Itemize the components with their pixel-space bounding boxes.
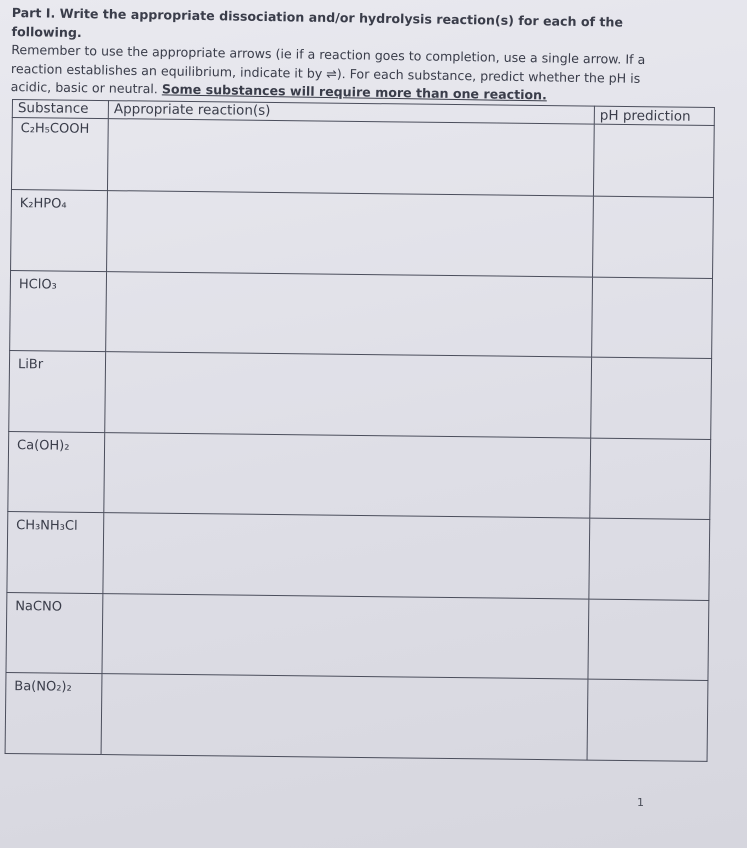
ph-cell[interactable] [587, 679, 708, 761]
reaction-cell[interactable] [101, 674, 588, 760]
instructions [11, 4, 662, 107]
reaction-cell[interactable] [107, 119, 594, 196]
substance-cell: K₂HPO₄ [11, 189, 108, 271]
header-reactions: Appropriate reaction(s) [108, 101, 594, 125]
table-row [11, 118, 714, 198]
ph-cell[interactable] [589, 518, 710, 600]
header-ph-prediction: pH prediction [594, 106, 714, 125]
substance-cell: CH₃NH₃Cl [7, 512, 104, 594]
header-substance: Substance [12, 100, 108, 119]
substance-cell: C₂H₅COOH [11, 118, 108, 191]
table-row [8, 431, 711, 520]
substance-cell: HClO₃ [10, 270, 107, 352]
ph-cell[interactable] [593, 124, 714, 197]
reaction-cell[interactable] [103, 513, 590, 599]
ph-cell[interactable] [593, 196, 714, 278]
reaction-cell[interactable] [105, 352, 592, 438]
ph-cell[interactable] [590, 438, 711, 520]
ph-cell[interactable] [592, 277, 713, 359]
instructions-emphasis: Some substances will require more than one reaction. [161, 81, 547, 103]
ph-cell[interactable] [588, 599, 709, 681]
table-row [10, 270, 713, 359]
page-number: 1 [637, 796, 644, 809]
reaction-cell[interactable] [104, 432, 591, 518]
reaction-cell[interactable] [107, 191, 594, 277]
reaction-cell[interactable] [106, 271, 593, 357]
substance-cell: Ba(NO₂)₂ [5, 673, 102, 755]
instructions-body: Remember to use the appropriate arrows (ie if a reaction goes to completion, use a single arrow. If a reaction establishes an equilibrium, indicate it by ⇌). For each substance, predict whether the pH is acidic, basic or neutral. [10, 41, 646, 97]
instructions-lead: Part I. Write the appropriate dissociation and/or hydrolysis reaction(s) for each of the following. [11, 4, 624, 40]
ph-cell[interactable] [591, 357, 712, 439]
table-row [11, 189, 714, 278]
table-row [9, 351, 712, 440]
reaction-cell[interactable] [102, 593, 589, 679]
substance-cell: LiBr [9, 351, 106, 433]
substance-cell: NaCNO [6, 592, 103, 674]
substance-cell: Ca(OH)₂ [8, 431, 105, 513]
table-row [5, 673, 708, 762]
table-row [6, 592, 709, 681]
worksheet-table [5, 99, 715, 762]
table-row [7, 512, 710, 601]
